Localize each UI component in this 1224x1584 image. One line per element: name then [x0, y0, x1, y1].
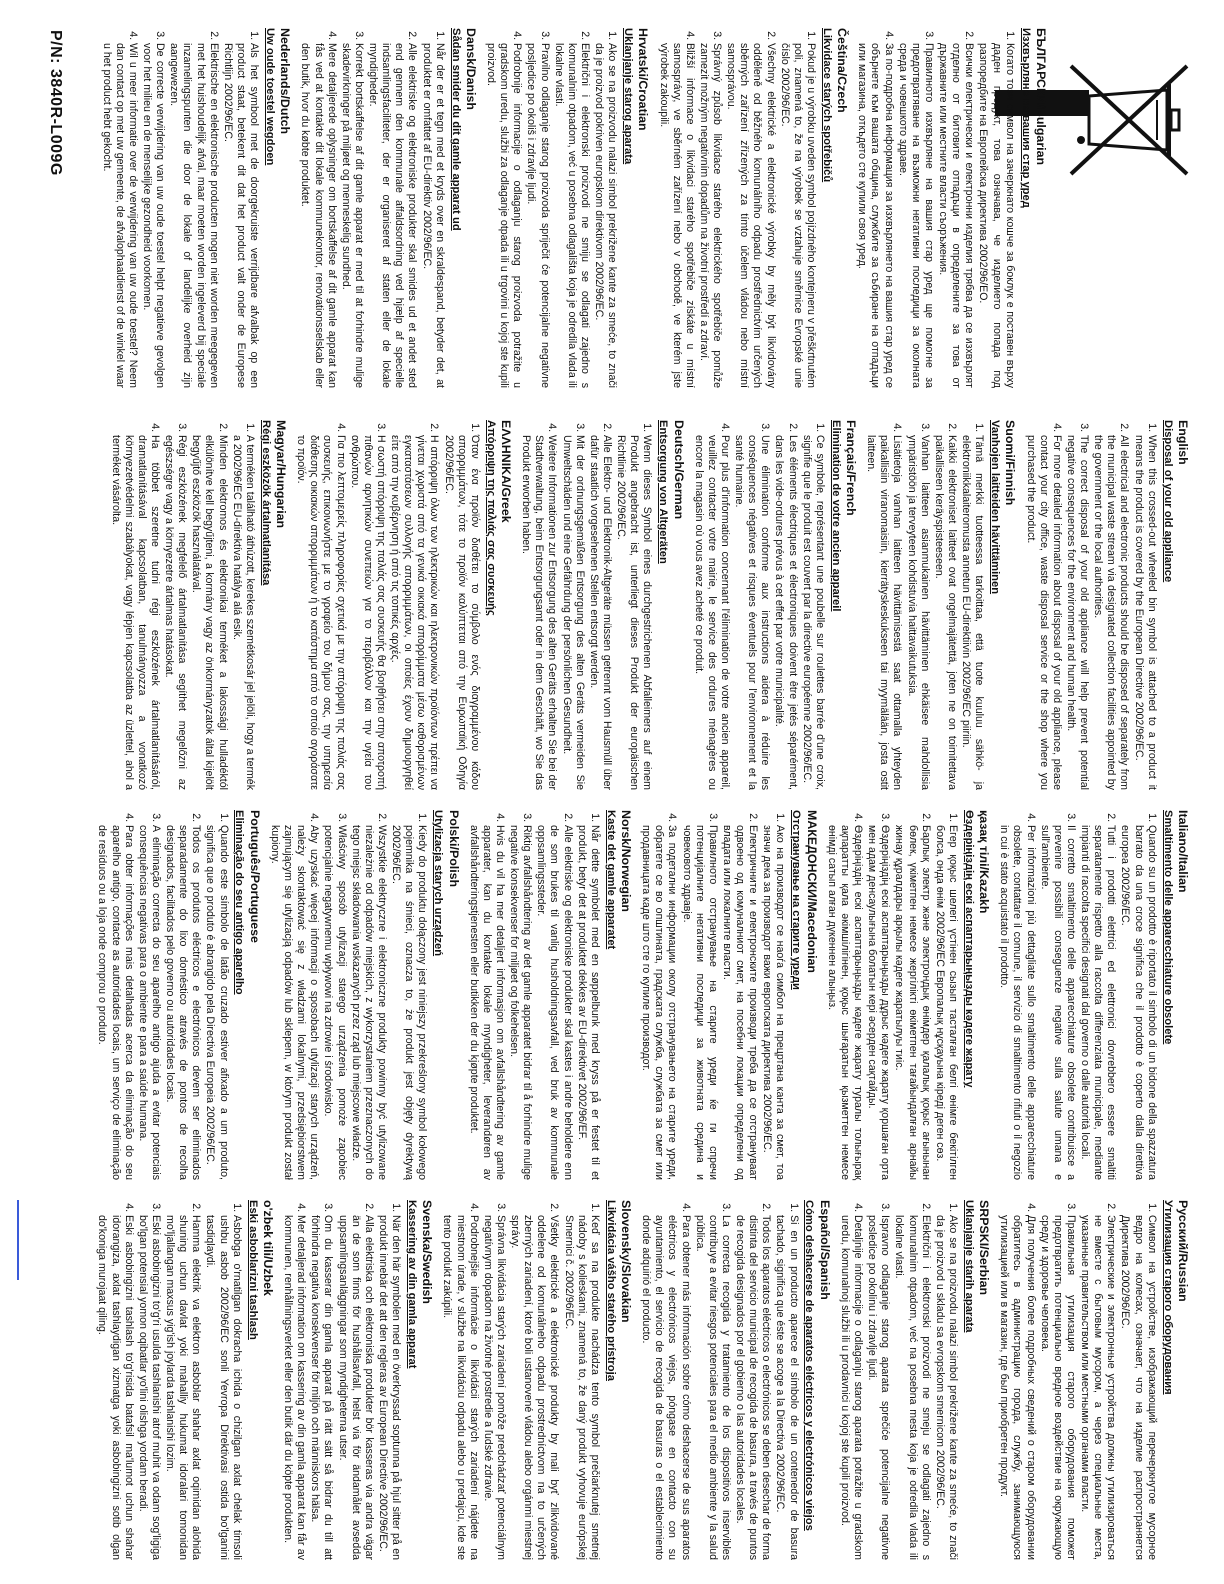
list-item: 4. Өздеріңіздің ескі аспаптарыңызды кәдеге жарату туралы толығырақ ақпаратты қала әкімшілігінен, қоқыс шығаратын қызметтен немесе өнімді сатып алған дүкеннен алыңыз.	[825, 825, 864, 1180]
instruction-list	[281, 1200, 402, 1560]
instruction-list	[440, 1200, 601, 1560]
list-item: 3. Правильная утилизация старого оборудования поможет предотвратить потенциально вредное воздействие на окружающую среду и здоровье человека.	[1038, 1215, 1077, 1560]
section-heading: Kaste det gamle apparatet	[604, 810, 617, 950]
list-item: 4. Ha többet szeretne tudni régi eszközének ártalmatlanításáról, dramatlanításával kapcsolatban, tanulmányozza a vonatkozó környezetvédelmi szabályokat, vagy lépjen kapcsolatba az üzlettel, ahol a terméket vásárolta.	[108, 435, 161, 790]
list-item: 3. De correcte verwijdering van uw oude toestel helpt negatieve gevolgen voor het milieu en de menselijke gezondheid voorkomen.	[140, 43, 166, 388]
instruction-list	[692, 420, 826, 790]
list-item: 3. Riktig avfallshåndtering av det gamle apparatet bidrar til å forhindre mulige negative konsekvenser for miljøet og folkehelsen.	[507, 825, 533, 1180]
crossed-out-wheeled-bin-icon	[1064, 40, 1199, 200]
language-title: Norsk/Norwegian	[619, 810, 634, 912]
list-item: 3. Om du kasserar din gamla apparat på rätt sätt så bidrar du till att förhindra negativa konsekvenser för miljön och människors hälsa.	[308, 1215, 334, 1560]
list-item: 2. Tutti i prodotti elettrici ed elettronici dovrebbero essere smaltiti separatamente rispetto alla raccolta differenziata municipale, mediante impianti di raccolta specifici designati dal governo o dalle autorità locali.	[1078, 825, 1117, 1180]
section-heading: Likvidácia vášho starého prístroja	[604, 1200, 617, 1381]
list-item: 3. Správný způsob likvidace starého elektrického spotřebiče pomůže zamezit možným negativním dopadům na životní prostředí a zdraví.	[697, 43, 723, 388]
language-title: Magyar/Hungarian	[274, 420, 289, 529]
list-item: 1. Pokud je u výrobku uveden symbol pojízdného kontejneru v přeškrtnutém poli, znamená to, že na výrobek se vztahuje směrnice Evropské unie číslo 2002/96/EC.	[778, 43, 817, 388]
instruction-list	[656, 28, 817, 388]
list-item: 1. Når dette symbolet med en søppelbunk med kryss på er festet til et produkt, betyr det at produktet dekkes av EU-direktivet 2002/96/EF.	[575, 825, 601, 1180]
language-title: Suomi/Finnish	[1003, 420, 1018, 506]
instruction-list	[95, 1200, 242, 1560]
column-4	[91, 1200, 1196, 1560]
list-item: 1. Ako se na proizvodu nalazi simbol prekrižene kante za smeće, to znači da je proizvod pokriven europskom direktivom 2002/96/EC.	[592, 43, 618, 388]
list-item: 4. За по-подробна информация за изхвърлянето на вашия стар уред се обърнете към вашата община, службите за събиране на отпадъци или магазина, откъдето сте купили своя уред.	[855, 43, 894, 388]
list-item: 2. Alle elektriske og elektroniske produkter skal smides ud et andet sted end gennem den kommunale affaldsordning ved hjælp af specielle indsamlingsfaciliteter, der er organiseret af staten eller de lokale myndigheder.	[366, 43, 419, 388]
list-item: 2. Todos os produtos eléctricos e electrónicos devem ser eliminados separadamente do lixo doméstico através de pontos de recolha designados, facilitados pelo governo ou autoridades locais.	[163, 825, 202, 1180]
list-item: 4. Para obtener más información sobre cómo deshacerse de sus aparatos eléctricos y electrónicos viejos, póngase en contacto con su ayuntamiento, el servicio de recogida de basuras o el establecimiento donde adquirió el producto.	[639, 1215, 692, 1560]
section-heading: Elimination de votre ancien appareil	[829, 420, 842, 612]
list-item: 2. Električni i elektronski proizvodi ne smiju se odlagati zajedno s komunalnim otpadom, već u posebna odlagališta koja je odredila vlada ili lokalne vlasti.	[552, 43, 591, 388]
language-title: Dansk/Danish	[463, 28, 478, 110]
instruction-list	[467, 810, 601, 1180]
list-item: 1. Tämä merkki tuotteessa tarkoittaa, että tuote kuuluu sähkö- ja elektroniikkalaiteromusta annetun EU-direktiivin 2002/96/EC piiriin.	[959, 435, 985, 790]
language-title: БЪЛГАРСКИ/Bulgarian	[1034, 28, 1048, 166]
list-item: 4. Mer detaljerad information om kassering av din gamla apparat kan får av kommunen, renhållningsverket eller den butik där du köpte produkten.	[281, 1215, 307, 1560]
list-item: 1. När den här symbolen med en överkryssad soptunna på hjul sitter på en produkt innebär det att den regleras av European Directive 2002/96/EC.	[376, 1215, 402, 1560]
list-item: 2. Барлық электр және электрондық өнімдер қалалық қоқыс ағынынан бөлек, үкіметпен немесе жергілікті өкіметпен тағайындалған арнайы жинау құралдары арқылы кәдеге жаратылуы тиіс.	[892, 825, 931, 1180]
language-title: қазақ тілі/Kazakh	[977, 810, 992, 914]
list-item: 2. Všetky elektrické a elektronické produkty by mali byť zlikvidované oddelene od komunálneho odpadu prostredníctvom na to určených zberných zariadení, ktoré boli ustanovené vládou alebo orgánmi miestnej správy.	[508, 1215, 561, 1560]
section-heading: Утилизация старого оборудования	[1161, 1200, 1174, 1395]
column-3	[91, 810, 1196, 1180]
list-item: 4. Weitere Informationen zur Entsorgung des alten Geräts erhalten Sie bei der Stadtverwaltung, beim Entsorgungsamt oder in dem Geschäft, wo Sie das Produkt erworben haben.	[519, 435, 558, 790]
section-heading: Απόρριψη της παλιάς σας συσκευής	[484, 420, 497, 616]
list-item: 4. Wil u meer informatie over de verwijdering van uw oude toestel? Neem dan contact op met uw gemeente, de afvalophaaldienst of de winkel waar u het product hebt gekocht.	[100, 43, 139, 388]
column-1	[96, 28, 1054, 388]
accent-line	[17, 1200, 19, 1280]
list-item: 1. Ако на производот се наоѓа симбол на прецртана канта за смет, тоа значи дека за производот важи европската директива 2002/96/ЕС.	[760, 825, 786, 1180]
list-item: 2. Электрические и электронные устройства должны утилизироваться не вместе с бытовым мусором, а через специальные места, указанные правительством или местными органами власти.	[1078, 1215, 1117, 1560]
section-heading: Өздеріңіздің ескі аспаптарыңызды кәдеге жарату	[962, 810, 975, 1088]
list-item: 4. За подетални информации околу отстранувањето на старите уреди, обратете се во општината, градската служба, службата за смет или продавницата каде што сте го купиле производот.	[639, 825, 678, 1180]
list-item: 2. Elektrische en elektronische producten mogen niet worden meegegeven met het huishoudelijk afval, maar moeten worden ingeleverd bij speciale inzamelingspunten die door de lokale of landelijke overheid zijn aangewezen.	[167, 43, 220, 388]
section-heading: Sådan smider du dit gamle apparat ud	[449, 28, 462, 231]
list-item: 2. Alle elektriske og elektroniske produkter skal kastes i andre beholdere enn de som brukes til vanlig husholdningsavfall, ved bruk av kommunale oppsamlingssteder.	[534, 825, 573, 1180]
list-item: 1. Ce symbole, représentant une poubelle sur roulettes barrée d'une croix, signifie que le produit est couvert par la directive européenne 2002/96/EC.	[800, 435, 826, 790]
instruction-list	[484, 28, 618, 388]
language-title: Español/Spanish	[817, 1200, 832, 1300]
section-heading: Изхвърляне на вашия стар уред	[1019, 28, 1032, 208]
list-item: 4. Aby uzyskać więcej informacji o sposobach utylizacji starych urządzeń, należy skontaktować się z władzami lokalnymi, przedsiębiorstwem zajmującym się utylizacją odpadów lub sklepem, w którym produkt został kupiony.	[268, 825, 321, 1180]
list-item: 1. When this crossed-out wheeled bin symbol is attached to a product it means the product is covered by the European Directive 2002/96/EC.	[1131, 435, 1157, 790]
list-item: 4. For more detailed information about disposal of your old appliance, please contact your city office, waste disposal service or the shop where you purchased the product.	[1023, 435, 1062, 790]
list-item: 2. Les éléments électriques et électroniques doivent être jetés séparément, dans les vide-ordures prévus à cet effet par votre municipalité.	[772, 435, 798, 790]
section-heading: Disposal of your old appliance	[1161, 420, 1174, 583]
list-item: 2. Alla elektriska och elektroniska produkter bör kasseras via andra vägar än de som finns för hushållsavfall, helst via för ändamålet avsedda uppsamlingsanläggningar som myndigheterna utser.	[335, 1215, 374, 1560]
list-item: 1. Wenn dieses Symbol eines durchgestrichenen Abfalleimers auf einem Produkt angebracht ist, unterliegt dieses Produkt der europäischen Richtlinie 2002/96/EC.	[614, 435, 653, 790]
list-item: 2. Kaikki elektroniset laitteet ovat ongelmajätettä, joten ne on toimitettava paikalliseen keräyspisteeseen.	[932, 435, 958, 790]
part-number: P/N: 3840R-L009G	[47, 30, 64, 176]
section-heading: Отстранување на старите уреди	[790, 810, 803, 990]
list-item: 1. A terméken található áthúzott, kerekes szemétkosár jel jelöli, hogy a termék a 2002/96/EC EU-direktíva hatálya alá esik.	[230, 435, 256, 790]
language-title: English	[1176, 420, 1190, 465]
instruction-list	[864, 420, 985, 790]
section-heading: Entsorgung von Altgeräten	[657, 420, 670, 564]
list-item: 1. Når der er et tegn med et kryds over en skraldespand, betyder det, at produktet er omfattet af EU-direktiv 2002/96/EC.	[419, 43, 445, 388]
list-item: 3. Mit der ordnungsgemäßen Entsorgung des alten Geräts vermeiden Sie Umweltschäden und eine Gefährdung der persönlichen Gesundheit.	[559, 435, 585, 790]
list-item: 1. Quando su un prodotto è riportato il simbolo di un bidone della spazzatura barrato da una croce significa che il prodotto è coperto dalla direttiva europea 2002/96/EC.	[1118, 825, 1157, 1180]
section-heading: Eliminação do seu antigo aparelho	[233, 810, 246, 995]
language-title: Polski/Polish	[446, 810, 461, 888]
section-heading: Eski asboblarizni tashlash	[246, 1200, 259, 1340]
list-item: 2. Todos los aparatos eléctricos o electrónicos se deben desechar de forma distinta del servicio municipal de recogida de basura, a través de puntos de recogida designados por el gobierno o las autoridades locales.	[733, 1215, 772, 1560]
list-item: 4. Для получения более подробных сведений о старом оборудовании обратитесь в администрацию города, службу, занимающуюся утилизацией или в магазин, где был приобретен продукт.	[997, 1215, 1036, 1560]
section-heading: Cómo deshacerse de aparatos eléctricos y electrónicos viejos	[803, 1200, 816, 1531]
list-item: 3. Správna likvidácia starých zariadení pomôže predchádzať potenciálnym negatívnym dopadom na životné prostredie a ľudské zdravie.	[481, 1215, 507, 1560]
instruction-list	[997, 1200, 1158, 1560]
list-item: 4. Pour plus d'information concernant l'élimination de votre ancien appareil, veuillez contacter votre mairie, le service des ordures ménagères ou encore la magasin où vous avez acheté ce produit.	[692, 435, 731, 790]
instruction-list	[1023, 420, 1157, 790]
instruction-list	[298, 28, 445, 388]
language-title: МАКЕДОНСКИ/Macedonian	[804, 810, 819, 973]
list-item: 2. Alle Elektro- und Elektronik-Altgeräte müssen getrennt vom Hausmüll über dafür staatlich vorgesehenen Stellen entsorgt werden.	[587, 435, 613, 790]
list-item: 1. Kiedy do produktu dołączony jest niniejszy przekreślony symbol kołowego pojemnika na śmieci, oznacza to, że produkt jest objęty dyrektywą 2002/96/EC.	[389, 825, 428, 1180]
list-item: 2. Всички електрически и електронни изделия трябва да се изхвърлят отделно от битовите отпадъци в определените за това от държавните или местните власти съоръжения.	[936, 43, 975, 388]
list-item: 1. Keď sa na produkte nachádza tento symbol prečiarknutej smetnej nádoby s kolieskami, znamená to, že daný produkt vyhovuje európskej Smernici č. 2002/96/EC.	[561, 1215, 600, 1560]
list-item: 4. Per informazioni più dettagliate sullo smaltimento delle apparecchiature obsolete, contattare il comune, il servizio di smaltimento rifiuti o il negozio in cui è stato acquistato il prodotto.	[997, 825, 1036, 1180]
list-item: 3. La correcta recogida y tratamiento de los dispositivos inservibles contribuye a evitar riesgos potenciales para el medio ambiente y la salud pública.	[693, 1215, 732, 1560]
list-item: 1. Ako se na proizvodu nalazi simbol prekrižene kante za smeće, to znači da je proizvod u skladu sa evropskom smernicom 2002/96/EC.	[933, 1215, 959, 1560]
instruction-list	[838, 1200, 959, 1560]
list-item: 3. Régi eszközének megfelelő ártalmatlanítása segíthet megelőzni az egészségre vagy a környezetre ártalmas hatásokat.	[162, 435, 188, 790]
list-item: 3. Өздеріңіздің ескі аспаптарыңызды дұрыс кәдеге жарату қоршаған орта мен адам денсаулығына болатын кері әсерден сақтайды.	[865, 825, 891, 1180]
list-item: 3. Η σωστή απόρριψη της παλιάς σας συσκευής θα βοηθήσει στην αποτροπή πιθανών αρνητικών συνεπειών για το περιβάλλον και την υγεία του ανθρώπου.	[348, 435, 387, 790]
list-item: 4. Mere detaljerede oplysninger om bortskaffelse af dit gamle apparat kan fås ved at kontakte dit lokale kommunekontor, renovationsselskab eller den butik, hvor du købte produktet.	[298, 43, 337, 388]
list-item: 3. Eski asbobingizni to'g'ri usulda tashlanishi atrof muhit va odam sog'ligiga bo'lgan potensial yomon oqibatlar yo'lini olishga yordam beradi.	[136, 1215, 162, 1560]
language-title: Hrvatski/Croatian	[636, 28, 651, 131]
column-2	[104, 420, 1196, 790]
list-item: 3. Une élimination conforme aux instructions aidera à réduire les conséquences négatives et risques éventuels pour l'environnement et la santé humaine.	[732, 435, 771, 790]
instruction-list	[100, 28, 261, 388]
list-item: 3. A eliminação correcta do seu aparelho antigo ajuda a evitar potenciais consequências negativas para o ambiente e para a saúde humana.	[136, 825, 162, 1180]
section-heading: Kassering av din gamla apparat	[405, 1200, 418, 1369]
list-item: 2. Minden elektromos és elektronikai terméket a lakossági hulladéktól elkülönítve kell begyűjteni, a kormány vagy az önkormányzatok által kijelölt begyűjtő eszközök használatával.	[189, 435, 228, 790]
list-item: 4. Hvis du vil ha mer detaljert informasjon om avfallshåndtering av gamle apparater, kan du kontakte lokale myndigheter, leverandøren av avfallshåndteringstjenesten eller butikken der du kjøpte produktet.	[467, 825, 506, 1180]
list-item: 3. Korrekt bortskaffelse af dit gamle apparat er med til at forhindre mulige skadevirkninger på miljøet og menneskelig sundhed.	[339, 43, 365, 388]
instruction-list	[108, 420, 255, 790]
language-title: Italiano/Italian	[1176, 810, 1190, 893]
section-heading: Uklanjanje starog aparata	[622, 28, 635, 165]
list-item: 3. Właściwy sposób utylizacji starego urządzenia pomoże zapobiec potencjalnie negatywnemu wpływowi na zdrowie i środowisko.	[321, 825, 347, 1180]
list-item: 3. Правилното отстранување на старите уреди ќе ги спречи потенцијалните негативни последици за животната средина и човековото здравје.	[679, 825, 718, 1180]
language-title: Nederlands/Dutch	[278, 28, 293, 135]
language-title: ΕΛΛΗΝΙΚΑ/Greek	[499, 420, 514, 523]
list-item: 2. Wszystkie elektryczne i elektroniczne produkty powinny być utylizowane niezależnie od odpadów miejskich, z wykorzystaniem przeznaczonych do tego miejsc składowania wskazanych przez rząd lub miejscowe władze.	[349, 825, 388, 1180]
instruction-list	[95, 810, 229, 1180]
list-item: 1. Asbobga o'rnatilgan dokracha ichida o chizilgan axlat chelak timsoli ushbu asbob 2002/96/EC sonli Yevropa Direktivasi ostida bo'lganini tasdiqlaydi.	[203, 1215, 242, 1560]
language-title: Čeština/Czech	[835, 28, 850, 113]
list-item: 4. Lisätietoja vanhan laitteen hävittämisestä saat ottamalla yhteyden paikallisiin viranomaisiin, kierrätyskeskukseen tai myymälään, josta ostit laitteen.	[864, 435, 903, 790]
language-title: Português/Portuguese	[247, 810, 262, 943]
language-title: SRPSKI/Serbian	[977, 1200, 992, 1296]
language-title: Français/French	[844, 420, 859, 516]
instruction-list	[294, 420, 481, 790]
list-item: 3. Pravilno odlaganje starog proizvoda spriječit će potencijalne negativne posljedice po okoliš i zdravlje ljudi.	[524, 43, 550, 388]
list-item: 2. Všechny elektrické a elektronické výrobky by měly být likvidovány odděleně od běžného komunálního odpadu prostřednictvím určených sběrných zařízení zřízených za tímto účelem vládou nebo místní samosprávou.	[724, 43, 777, 388]
list-item: 4. Eski asbobingizni tashlash to'g'risida batafsil ma'lumot uchun shahar idorangiza, axlat tashlaydigan xizmatga yoki asbobingizni sotib olgan do'koniga murojaat qiling.	[95, 1215, 134, 1560]
section-heading: Utylizacja starych urządzeń	[432, 810, 445, 957]
instruction-list	[855, 28, 1016, 388]
list-item: 1. Όταν ένα προϊόν διαθέτει το σύμβολο ενός διαγραμμένου κάδου απορριμμάτων, τότε το προϊόν καλύπτεται από την Ευρωπαϊκή Οδηγία 2002/96/EC.	[441, 435, 480, 790]
list-item: 4. Podrobnije informacije o odlaganju starog proizvoda potražite u gradskom uredu, službi za odlaganje otpada ili u trgovini u kojoj ste kupili proizvod.	[484, 43, 523, 388]
instruction-list	[639, 1200, 800, 1560]
section-heading: Likvidace starých spotřebičů	[820, 28, 833, 183]
language-title: Deutsch/German	[671, 420, 686, 520]
list-item: 1. Символ на устройстве, изображающий перечеркнутое мусорное ведро на колесах, означает, что на изделие распространяется Директива 2002/96/EC.	[1118, 1215, 1157, 1560]
instruction-list	[825, 810, 959, 1180]
section-heading: Smaltimento delle apparecchiature obsolete	[1161, 810, 1174, 1045]
list-item: 3. Il corretto smaltimento delle apparecchiature obsolete contribuisce a prevenire possibili conseguenze negative sulla salute umana e sull'ambiente.	[1038, 825, 1077, 1180]
instruction-list	[997, 810, 1158, 1180]
language-title: Svenska/Swedish	[420, 1200, 435, 1304]
list-item: 1. Егер қоқыс шелегі үстінен сызып тасталған белгі өнімге бекітілген болса, онда өнім 2002/96/EC Европалық нұсқауына кіреді деген сөз.	[933, 825, 959, 1180]
list-item: 3. Vanhan laitteen asianmukainen hävittäminen ehkäisee mahdollisia ympäristöön ja terveyteen kohdistuvia haittavaikutuksia.	[904, 435, 930, 790]
instruction-list	[639, 810, 786, 1180]
instruction-list	[268, 810, 429, 1180]
list-item: 4. Para obter informações mais detalhadas acerca da eliminação do seu aparelho antigo, contacte as autoridades locais, um serviço de eliminação de resíduos ou a loja onde comprou o produto.	[95, 825, 134, 1180]
list-item: 1. Als het symbool met de doorgekruiste verrijdbare afvalbak op een product staat, betekent dit dat het product valt onder de Europese Richtlijn 2002/96/EC.	[221, 43, 260, 388]
list-item: 4. Bližší informace o likvidaci starého spotřebiče získáte u místní samosprávy, ve sběrném zařízení nebo v obchodě, ve kterém jste výrobek zakoupili.	[656, 43, 695, 388]
language-title: o'zbek tili/Uzbek	[260, 1200, 275, 1296]
list-item: 3. Ispravno odlaganje starog aparata sprečiće potencijalne negativne posledice po okolinu i zdravlje ljudi.	[865, 1215, 891, 1560]
list-item: 4. Detaljnije informacije o odlaganju starog aparata potražite u gradskom uredu, komunalnoj službi ili u prodavnici u kojoj ste kupili proizvod.	[838, 1215, 864, 1560]
list-item: 1. Когато този символ на зачеркнато кошче за боклук е поставен върху даден продукт, това означава, че изделието попада под разпоредбите на Европейска директива 2002/96/ЕО.	[976, 43, 1015, 388]
section-heading: Uw oude toestel wegdoen	[263, 28, 276, 166]
list-item: 3. The correct disposal of your old appliance will help prevent potential negative consequences for the environment and human health.	[1064, 435, 1090, 790]
section-heading: Vanhojen laitteiden hävittäminen	[989, 420, 1002, 595]
section-heading: Régi eszközök ártalmatlanítása	[259, 420, 272, 586]
list-item: 1. Quando este símbolo de latão cruzado estiver afixado a um produto, significa que o produto é abrangido pela Directiva Europeia 2002/96/EC.	[203, 825, 229, 1180]
list-item: 2. Η απόρριψη όλων των ηλεκτρικών και ηλεκτρονικών προϊόντων πρέπει να γίνεται χωριστά από τα γενικά οικιακά απορρίμματα μέσω καθορισμένων εγκαταστάσεων συλλογής απορριμμάτων, οι οποίες έχουν δημιουργηθεί είτε από την κυβέρνηση ή από τις τοπικές αρχές.	[388, 435, 441, 790]
list-item: 2. Hamma elektrik va elektron asboblar shahar axlat oqimidan alohida shuning uchun davlat yoki mahalliy hukumat idoralari tomonidan mo'ljallangan maxsus yig'ish joylarda tashlanishi lozim.	[163, 1215, 202, 1560]
list-item: 2. All electrical and electronic products should be disposed of separately from the municipal waste stream via designated collection facilities appointed by the government or the local authorities.	[1091, 435, 1130, 790]
list-item: 1. Si en un producto aparece el símbolo de un contenedor de basura tachado, significa que éste se acoge a la Directiva 2002/96/EC.	[773, 1215, 799, 1560]
list-item: 2. Električni i elektronski proizvodi ne smeju se odlagati zajedno s komunalnim otpadom, već na posebna mesta koja je odredila vlada ili lokalne vlasti.	[892, 1215, 931, 1560]
list-item: 2. Електричните и електронските производи треба да се отстрануваат одвоено од комуналниот смет, на посебни локации определени од владата или локалните власти.	[720, 825, 759, 1180]
section-heading: Uklanjanje starih aparata	[962, 1200, 975, 1333]
instruction-list	[519, 420, 653, 790]
list-item: 4. Για πιο λεπτομερείς πληροφορίες σχετικά με την απόρριψη της παλιάς σας συσκευής, επικοινωνήστε με το γραφείο του δήμου σας, την υπηρεσία διάθεσης οικιακών απορριμμάτων ή το κατάστημα από το οποίο αγοράσατε το προϊόν.	[294, 435, 347, 790]
list-item: 4. Podrobnejšie informácie o likvidácii starých zariadení nájdete na miestnom úrade, v službe na likvidáciu odpadu alebo u predajcu, kde ste tento produkt zakúpili.	[440, 1215, 479, 1560]
language-title: Русский/Russian	[1176, 1200, 1190, 1302]
list-item: 3. Правилното изхвърляне на вашия стар уред ще помогне за предотвратяване на възможни негативни последици за околната среда и човешкото здраве.	[896, 43, 935, 388]
language-title: Slovensky/Slovakian	[619, 1200, 634, 1323]
